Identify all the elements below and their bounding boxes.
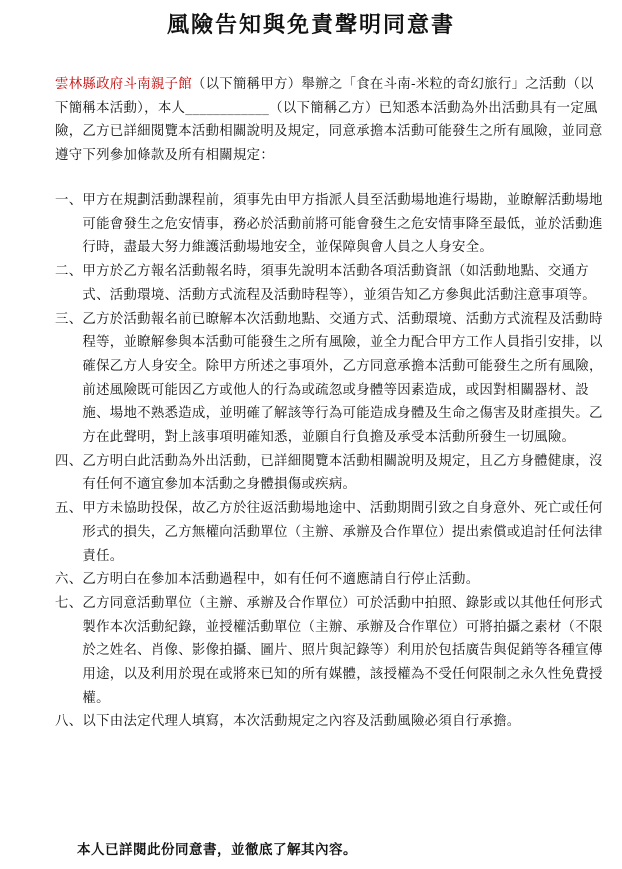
term-item-3 (55, 308, 603, 450)
term-number: 一、 (55, 193, 83, 208)
term-number: 七、 (55, 595, 83, 611)
terms-list (55, 189, 603, 734)
term-item-6 (55, 568, 603, 592)
term-text: 乙方於活動報名前已瞭解本次活動地點、交通方式、活動環境、活動方式流程及活動時程等，並瞭解參與本活動可能發生之所有風險，並全力配合甲方工作人員指引安排，以確保乙方人身安全。除甲方所述之事項外，乙方同意承擔本活動可能發生之所有風險，前述風險既可能因乙方或他人的行為或疏忽或身體等因素造成，或因對相關器材、設施、場地不熟悉造成，並明確了解該等行為可能造成身體及生命之傷害及財產損失。乙方在此聲明，對上該事項明確知悉，並願自行負擔及承受本活動所發生一切風險。 (82, 311, 603, 446)
intro-text: （以下簡稱甲方）舉辦之「食在斗南-米粒的奇幻旅行」之活動（以下簡稱本活動），本人____________（以下簡稱乙方）已知悉本活動為外出活動具有一定風險，乙方已詳細閱覽本活動相關說明及規定，同意承擔本活動可能發生之所有風險，並同意遵守下列參加條款及所有相關規定： (55, 77, 603, 164)
term-item-8 (55, 710, 603, 734)
term-item-5 (55, 497, 603, 568)
term-item-4 (55, 450, 603, 497)
term-number: 四、 (55, 453, 83, 469)
organizer-name: 雲林縣政府斗南親子館 (55, 77, 192, 92)
intro-paragraph (55, 73, 603, 168)
term-text: 乙方同意活動單位（主辦、承辦及合作單位）可於活動中拍照、錄影或以其他任何形式製作本次活動紀錄，並授權活動單位（主辦、承辦及合作單位）可將拍攝之素材（不限於之姓名、肖像、影像拍攝、圖片、照片與記錄等）利用於包括廣告與促銷等各種宣傳用途，以及利用於現在或將來已知的所有媒體，該授權為不受任何限制之永久性免費授權。 (82, 595, 603, 706)
term-text: 甲方於乙方報名活動報名時，須事先說明本活動各項活動資訊（如活動地點、交通方式、活動環境、活動方式流程及活動時程等），並須告知乙方參與此活動注意事項等。 (82, 264, 596, 303)
term-item-2 (55, 260, 603, 307)
term-item-1 (55, 189, 603, 260)
term-number: 六、 (55, 572, 83, 588)
term-number: 三、 (55, 311, 83, 327)
term-text: 甲方在規劃活動課程前，須事先由甲方指派人員至活動場地進行場勘，並瞭解活動場地可能會發生之危安情事，務必於活動前將可能會發生之危安情事降至最低，並於活動進行時，盡最大努力維護活動場地安全，並保障與會人員之人身安全。 (82, 193, 603, 256)
term-number: 二、 (55, 264, 83, 280)
term-text: 以下由法定代理人填寫，本次活動規定之內容及活動風險必須自行承擔。 (82, 714, 521, 730)
term-number: 八、 (55, 714, 83, 730)
term-text: 甲方未協助投保，故乙方於往返活動場地途中、活動期間引致之自身意外、死亡或任何形式的損失，乙方無權向活動單位（主辦、承辦及合作單位）提出索償或追討任何法律責任。 (82, 501, 603, 564)
term-text: 乙方明白在參加本活動過程中，如有任何不適應請自行停止活動。 (82, 572, 480, 588)
term-item-7 (55, 592, 603, 711)
term-text: 乙方明白此活動為外出活動，已詳細閱覽本活動相關說明及規定，且乙方身體健康，沒有任何不適宜參加本活動之身體損傷或疾病。 (82, 453, 603, 493)
term-number: 五、 (55, 501, 83, 517)
document-title: 風險告知與免責聲明同意書 (166, 12, 455, 38)
closing-statement: 本人已詳閱此份同意書，並徹底了解其內容。 (77, 842, 357, 858)
